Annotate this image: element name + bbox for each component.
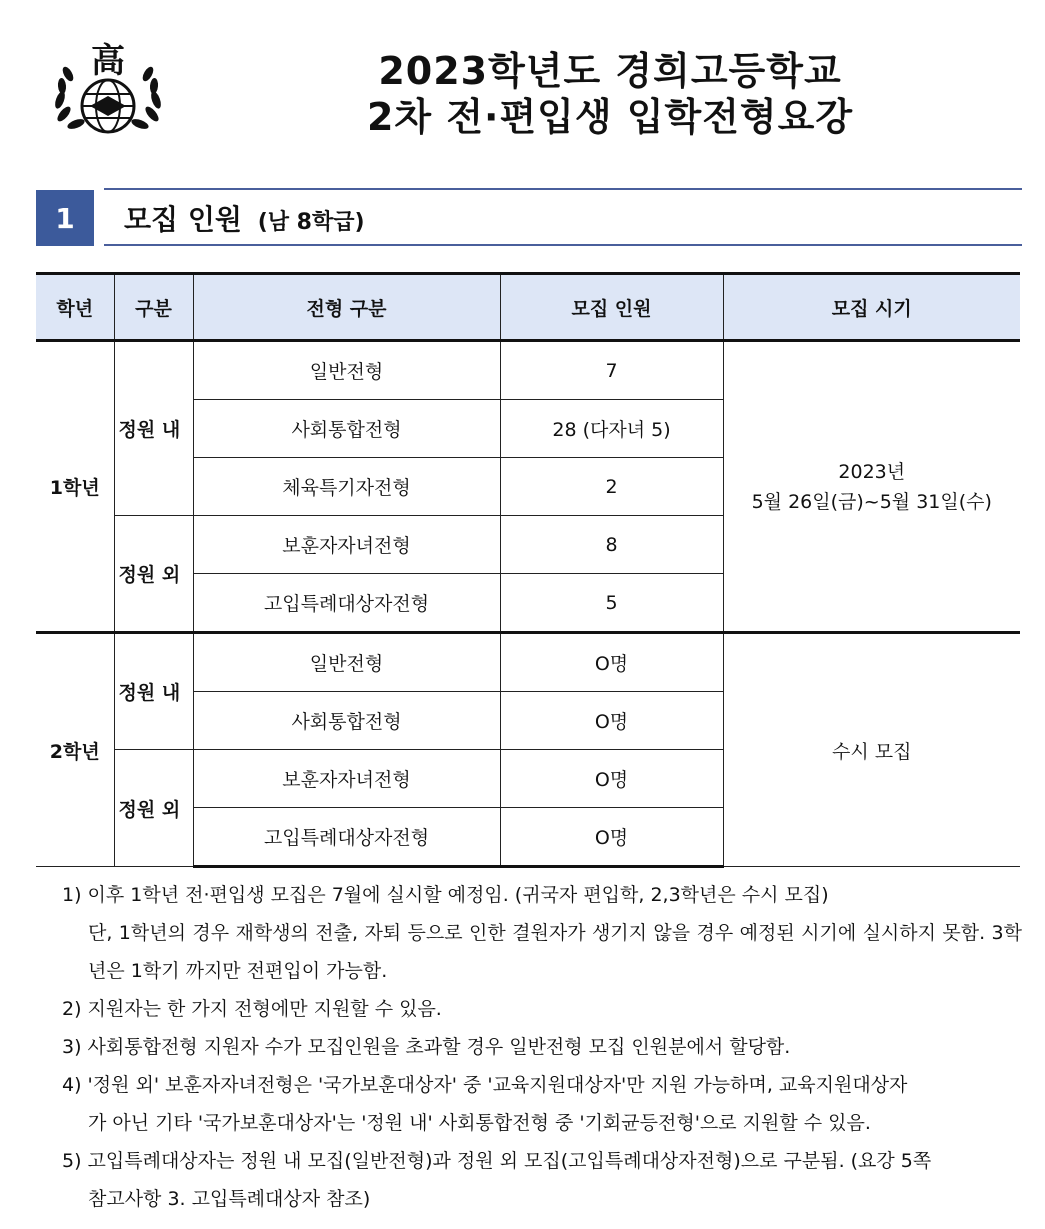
header-count: 모집 인원 [500, 274, 723, 341]
count-cell: 7 [500, 341, 723, 400]
note-continuation: 참고사항 3. 고입특례대상자 참조) [88, 1188, 371, 1210]
note-text: 5) 고입특례대상자는 정원 내 모집(일반전형)과 정원 외 모집(고입특례대상자전형)으로 구분됨. (요강 5쪽 [62, 1150, 932, 1172]
table-row [36, 633, 1020, 692]
note-continuation: 단, 1학년의 경우 재학생의 전출, 자퇴 등으로 인한 결원자가 생기지 않을 경우 예정된 시기에 실시하지 못함. 3학년은 1학기 까지만 전편입이 가능함. [88, 922, 1022, 982]
grade2-period-cell: 수시 모집 [723, 633, 1020, 867]
table-row [36, 341, 1020, 400]
grade1-period-cell [723, 341, 1020, 633]
note-text: 2) 지원자는 한 가지 전형에만 지원할 수 있음. [62, 998, 442, 1020]
count-cell: 28 (다자녀 5) [500, 400, 723, 458]
admission-type-cell: 고입특례대상자전형 [193, 808, 500, 867]
grade1-category-in: 정원 내 [114, 341, 193, 516]
grade2-category-in: 정원 내 [114, 633, 193, 750]
admission-type-cell: 고입특례대상자전형 [193, 574, 500, 633]
note-item [62, 1142, 1022, 1218]
header-period: 모집 시기 [723, 274, 1020, 341]
note-text: 3) 사회통합전형 지원자 수가 모집인원을 초과할 경우 일반전형 모집 인원분에서 할당함. [62, 1036, 791, 1058]
count-cell: O명 [500, 692, 723, 750]
document-title-line1: 2023학년도 경희고등학교 [378, 49, 842, 93]
section-bottom-rule [104, 244, 1022, 246]
header-category: 구분 [114, 274, 193, 341]
header-grade: 학년 [36, 274, 114, 341]
section-number-badge: 1 [36, 190, 94, 246]
section-subtitle: (남 8학급) [257, 210, 365, 235]
document-title-line2: 2차 전·편입생 입학전형요강 [366, 95, 854, 139]
note-item [62, 1066, 1022, 1142]
logo-character: 高 [91, 41, 125, 81]
admission-type-cell: 체육특기자전형 [193, 458, 500, 516]
section-top-rule [104, 188, 1022, 190]
count-cell: 2 [500, 458, 723, 516]
table-header-row [36, 274, 1020, 341]
count-cell: O명 [500, 750, 723, 808]
note-continuation: 가 아닌 기타 '국가보훈대상자'는 '정원 내' 사회통합전형 중 '기회균등전형'으로 지원할 수 있음. [88, 1112, 871, 1134]
note-text: 1) 이후 1학년 전·편입생 모집은 7월에 실시할 예정임. (귀국자 편입학, 2,3학년은 수시 모집) [62, 884, 829, 906]
count-cell: 8 [500, 516, 723, 574]
note-item [62, 990, 1022, 1028]
admission-type-cell: 일반전형 [193, 341, 500, 400]
note-item [62, 1028, 1022, 1066]
grade1-period-year: 2023년 [838, 460, 906, 483]
count-cell: 5 [500, 574, 723, 633]
grade1-period-dates: 5월 26일(금)~5월 31일(수) [751, 490, 992, 513]
notes-list [62, 876, 1022, 1218]
admission-type-cell: 일반전형 [193, 633, 500, 692]
grade2-cell: 2학년 [36, 633, 114, 867]
note-item [62, 876, 1022, 990]
count-cell: O명 [500, 633, 723, 692]
recruitment-table [36, 272, 1020, 868]
school-logo [50, 36, 166, 136]
section-title [124, 198, 365, 238]
grade1-category-out: 정원 외 [114, 516, 193, 633]
admission-type-cell: 보훈자자녀전형 [193, 750, 500, 808]
count-cell: O명 [500, 808, 723, 867]
section-title-text: 모집 인원 [124, 203, 242, 236]
header-admission-type: 전형 구분 [193, 274, 500, 341]
grade2-category-out: 정원 외 [114, 750, 193, 867]
admission-type-cell: 사회통합전형 [193, 400, 500, 458]
admission-type-cell: 보훈자자녀전형 [193, 516, 500, 574]
note-text: 4) '정원 외' 보훈자자녀전형은 '국가보훈대상자' 중 '교육지원대상자'만 지원 가능하며, 교육지원대상자 [62, 1074, 908, 1096]
grade1-cell: 1학년 [36, 341, 114, 633]
admission-type-cell: 사회통합전형 [193, 692, 500, 750]
